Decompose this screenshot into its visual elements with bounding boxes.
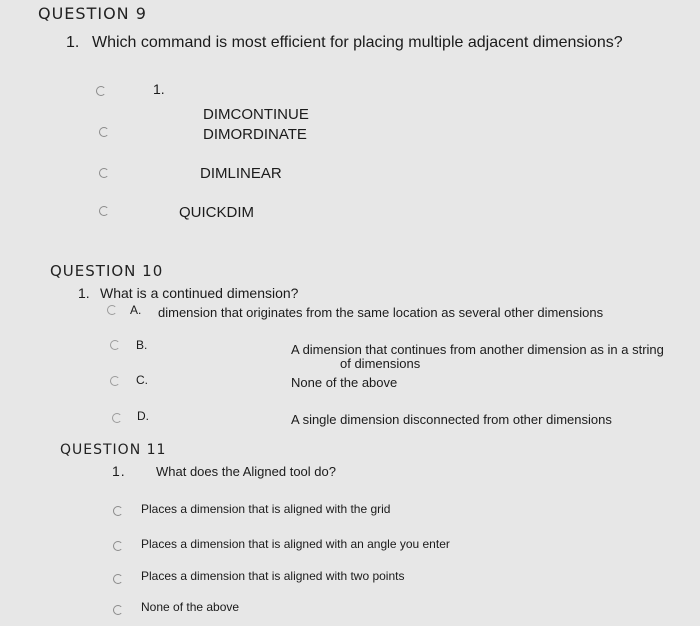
q10-option-b-letter: B.: [136, 338, 148, 352]
q9-option-dimlinear: DIMLINEAR: [200, 165, 282, 182]
q11-option-2-text: Places a dimension that is aligned with an angle you enter: [141, 537, 450, 551]
question-11-number: 1.: [112, 463, 126, 479]
q10-option-c-text: None of the above: [291, 375, 398, 390]
question-11-heading: QUESTION 11: [60, 442, 167, 458]
q10-option-c-radio[interactable]: [110, 376, 120, 386]
question-9-text: Which command is most efficient for placing multiple adjacent dimensions?: [92, 34, 623, 51]
question-10-text: What is a continued dimension?: [100, 285, 299, 301]
question-11-text: What does the Aligned tool do?: [156, 464, 336, 479]
q10-option-b-text: A dimension that continues from another dimension as in a string: [291, 342, 664, 357]
q11-option-3-radio[interactable]: [113, 574, 123, 584]
q10-option-d-text: A single dimension disconnected from other dimensions: [291, 412, 612, 427]
q11-option-4-text: None of the above: [141, 600, 240, 614]
q11-option-2-radio[interactable]: [113, 541, 123, 551]
q9-option-2-radio[interactable]: [99, 127, 109, 137]
q10-option-d-radio[interactable]: [112, 413, 122, 423]
q10-option-a-letter: A.: [130, 303, 142, 317]
q9-option-4-radio[interactable]: [99, 206, 109, 216]
q9-option-dimordinate: DIMORDINATE: [203, 126, 307, 143]
q9-option-quickdim: QUICKDIM: [179, 204, 254, 221]
q9-option-3-radio[interactable]: [99, 168, 109, 178]
q11-option-3-text: Places a dimension that is aligned with two points: [141, 569, 405, 583]
q10-option-a-text: dimension that originates from the same location as several other dimensions: [158, 305, 604, 320]
q10-option-d-letter: D.: [137, 409, 149, 423]
q11-option-1-radio[interactable]: [113, 506, 123, 516]
q11-option-4-radio[interactable]: [113, 605, 123, 615]
q10-option-a-radio[interactable]: [107, 305, 117, 315]
question-9-heading: QUESTION 9: [38, 4, 147, 23]
q10-option-c-letter: C.: [136, 373, 148, 387]
q10-option-b-text-line2: of dimensions: [340, 356, 421, 371]
question-10-heading: QUESTION 10: [50, 262, 164, 280]
question-9-number: 1.: [66, 34, 80, 51]
question-10-number: 1.: [78, 285, 90, 301]
q9-option-prefix: 1.: [153, 81, 165, 97]
q11-option-1-text: Places a dimension that is aligned with the grid: [141, 502, 391, 516]
q9-option-1-radio[interactable]: [96, 86, 106, 96]
q9-option-dimcontinue: DIMCONTINUE: [203, 106, 309, 123]
q10-option-b-radio[interactable]: [110, 340, 120, 350]
